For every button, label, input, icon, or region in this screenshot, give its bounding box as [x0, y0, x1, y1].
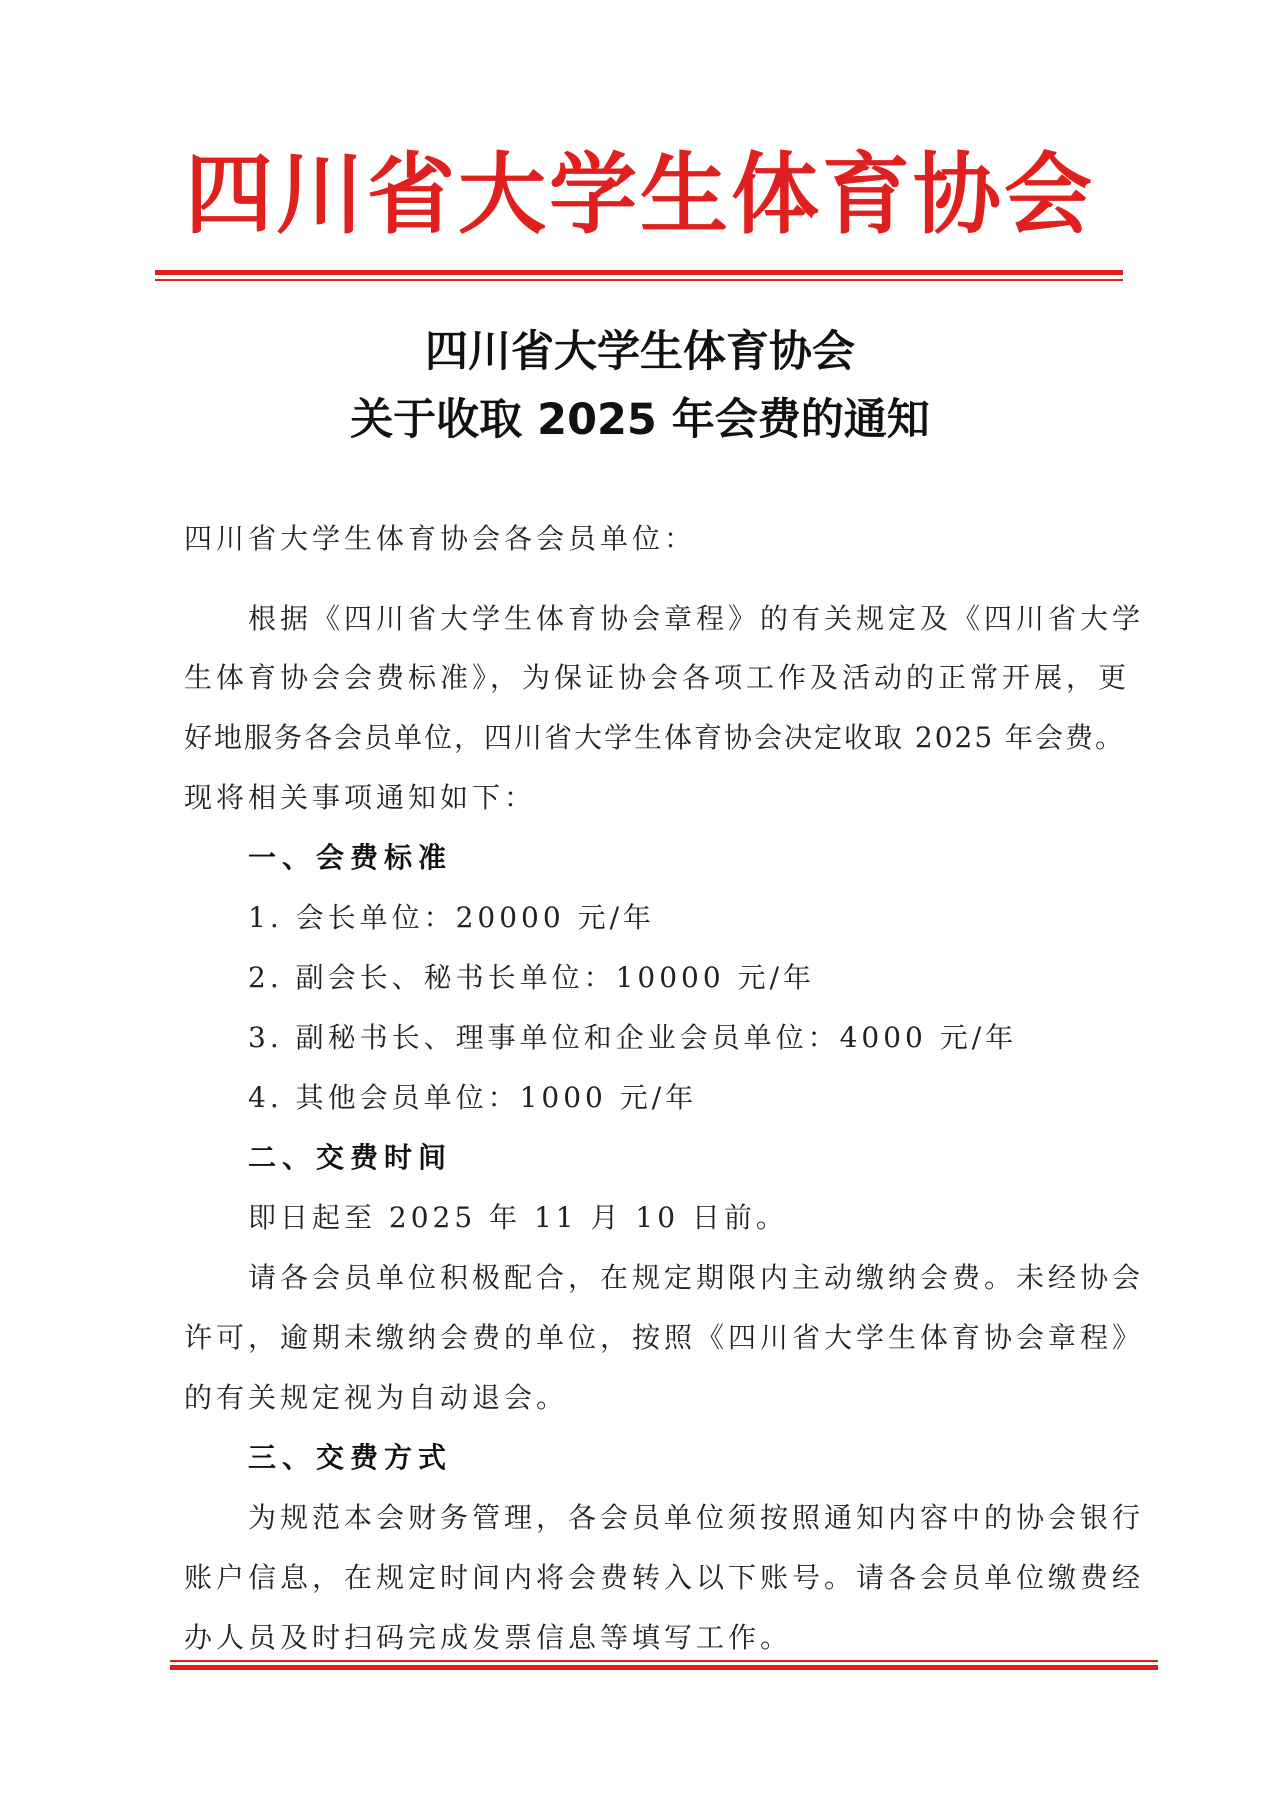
- letterhead-divider-thin: [155, 279, 1123, 281]
- payment-deadline: 即日起至 2025 年 11 月 10 日前。: [248, 1201, 788, 1234]
- section-heading-payment-time: 二、交费时间: [248, 1141, 453, 1174]
- fee-item-4: 4. 其他会员单位：1000 元/年: [248, 1081, 698, 1114]
- salutation: 四川省大学生体育协会各会员单位：: [184, 522, 697, 555]
- footer-divider-thin: [170, 1660, 1158, 1662]
- payment-method-para-line-1: 为规范本会财务管理，各会员单位须按照通知内容中的协会银行: [248, 1501, 1145, 1534]
- fee-item-2: 2. 副会长、秘书长单位：10000 元/年: [248, 961, 816, 994]
- intro-line-3: 好地服务各会员单位，四川省大学生体育协会决定收取 2025 年会费。: [184, 721, 1126, 754]
- footer-divider-thick: [170, 1665, 1158, 1670]
- payment-method-para-line-2: 账户信息，在规定时间内将会费转入以下账号。请各会员单位缴费经: [184, 1561, 1145, 1594]
- letterhead-divider-thick: [155, 270, 1123, 275]
- payment-time-para-line-2: 许可，逾期未缴纳会费的单位，按照《四川省大学生体育协会章程》: [184, 1321, 1145, 1354]
- fee-item-3: 3. 副秘书长、理事单位和企业会员单位：4000 元/年: [248, 1021, 1018, 1054]
- payment-time-para-line-1: 请各会员单位积极配合，在规定期限内主动缴纳会费。未经协会: [248, 1261, 1145, 1294]
- intro-line-1: 根据《四川省大学生体育协会章程》的有关规定及《四川省大学: [248, 602, 1145, 635]
- payment-time-para-line-3: 的有关规定视为自动退会。: [184, 1381, 569, 1414]
- section-heading-payment-method: 三、交费方式: [248, 1441, 453, 1474]
- intro-line-2: 生体育协会会费标准》，为保证协会各项工作及活动的正常开展，更: [184, 661, 1131, 694]
- org-letterhead-title: 四川省大学生体育协会: [184, 143, 1095, 246]
- fee-item-1: 1. 会长单位：20000 元/年: [248, 901, 656, 934]
- payment-method-para-line-3: 办人员及时扫码完成发票信息等填写工作。: [184, 1621, 793, 1654]
- section-heading-fee-standard: 一、会费标准: [248, 841, 453, 874]
- document-title-line-2: 关于收取 2025 年会费的通知: [350, 395, 930, 445]
- intro-line-4: 现将相关事项通知如下：: [184, 781, 537, 814]
- document-title-line-1: 四川省大学生体育协会: [425, 327, 855, 377]
